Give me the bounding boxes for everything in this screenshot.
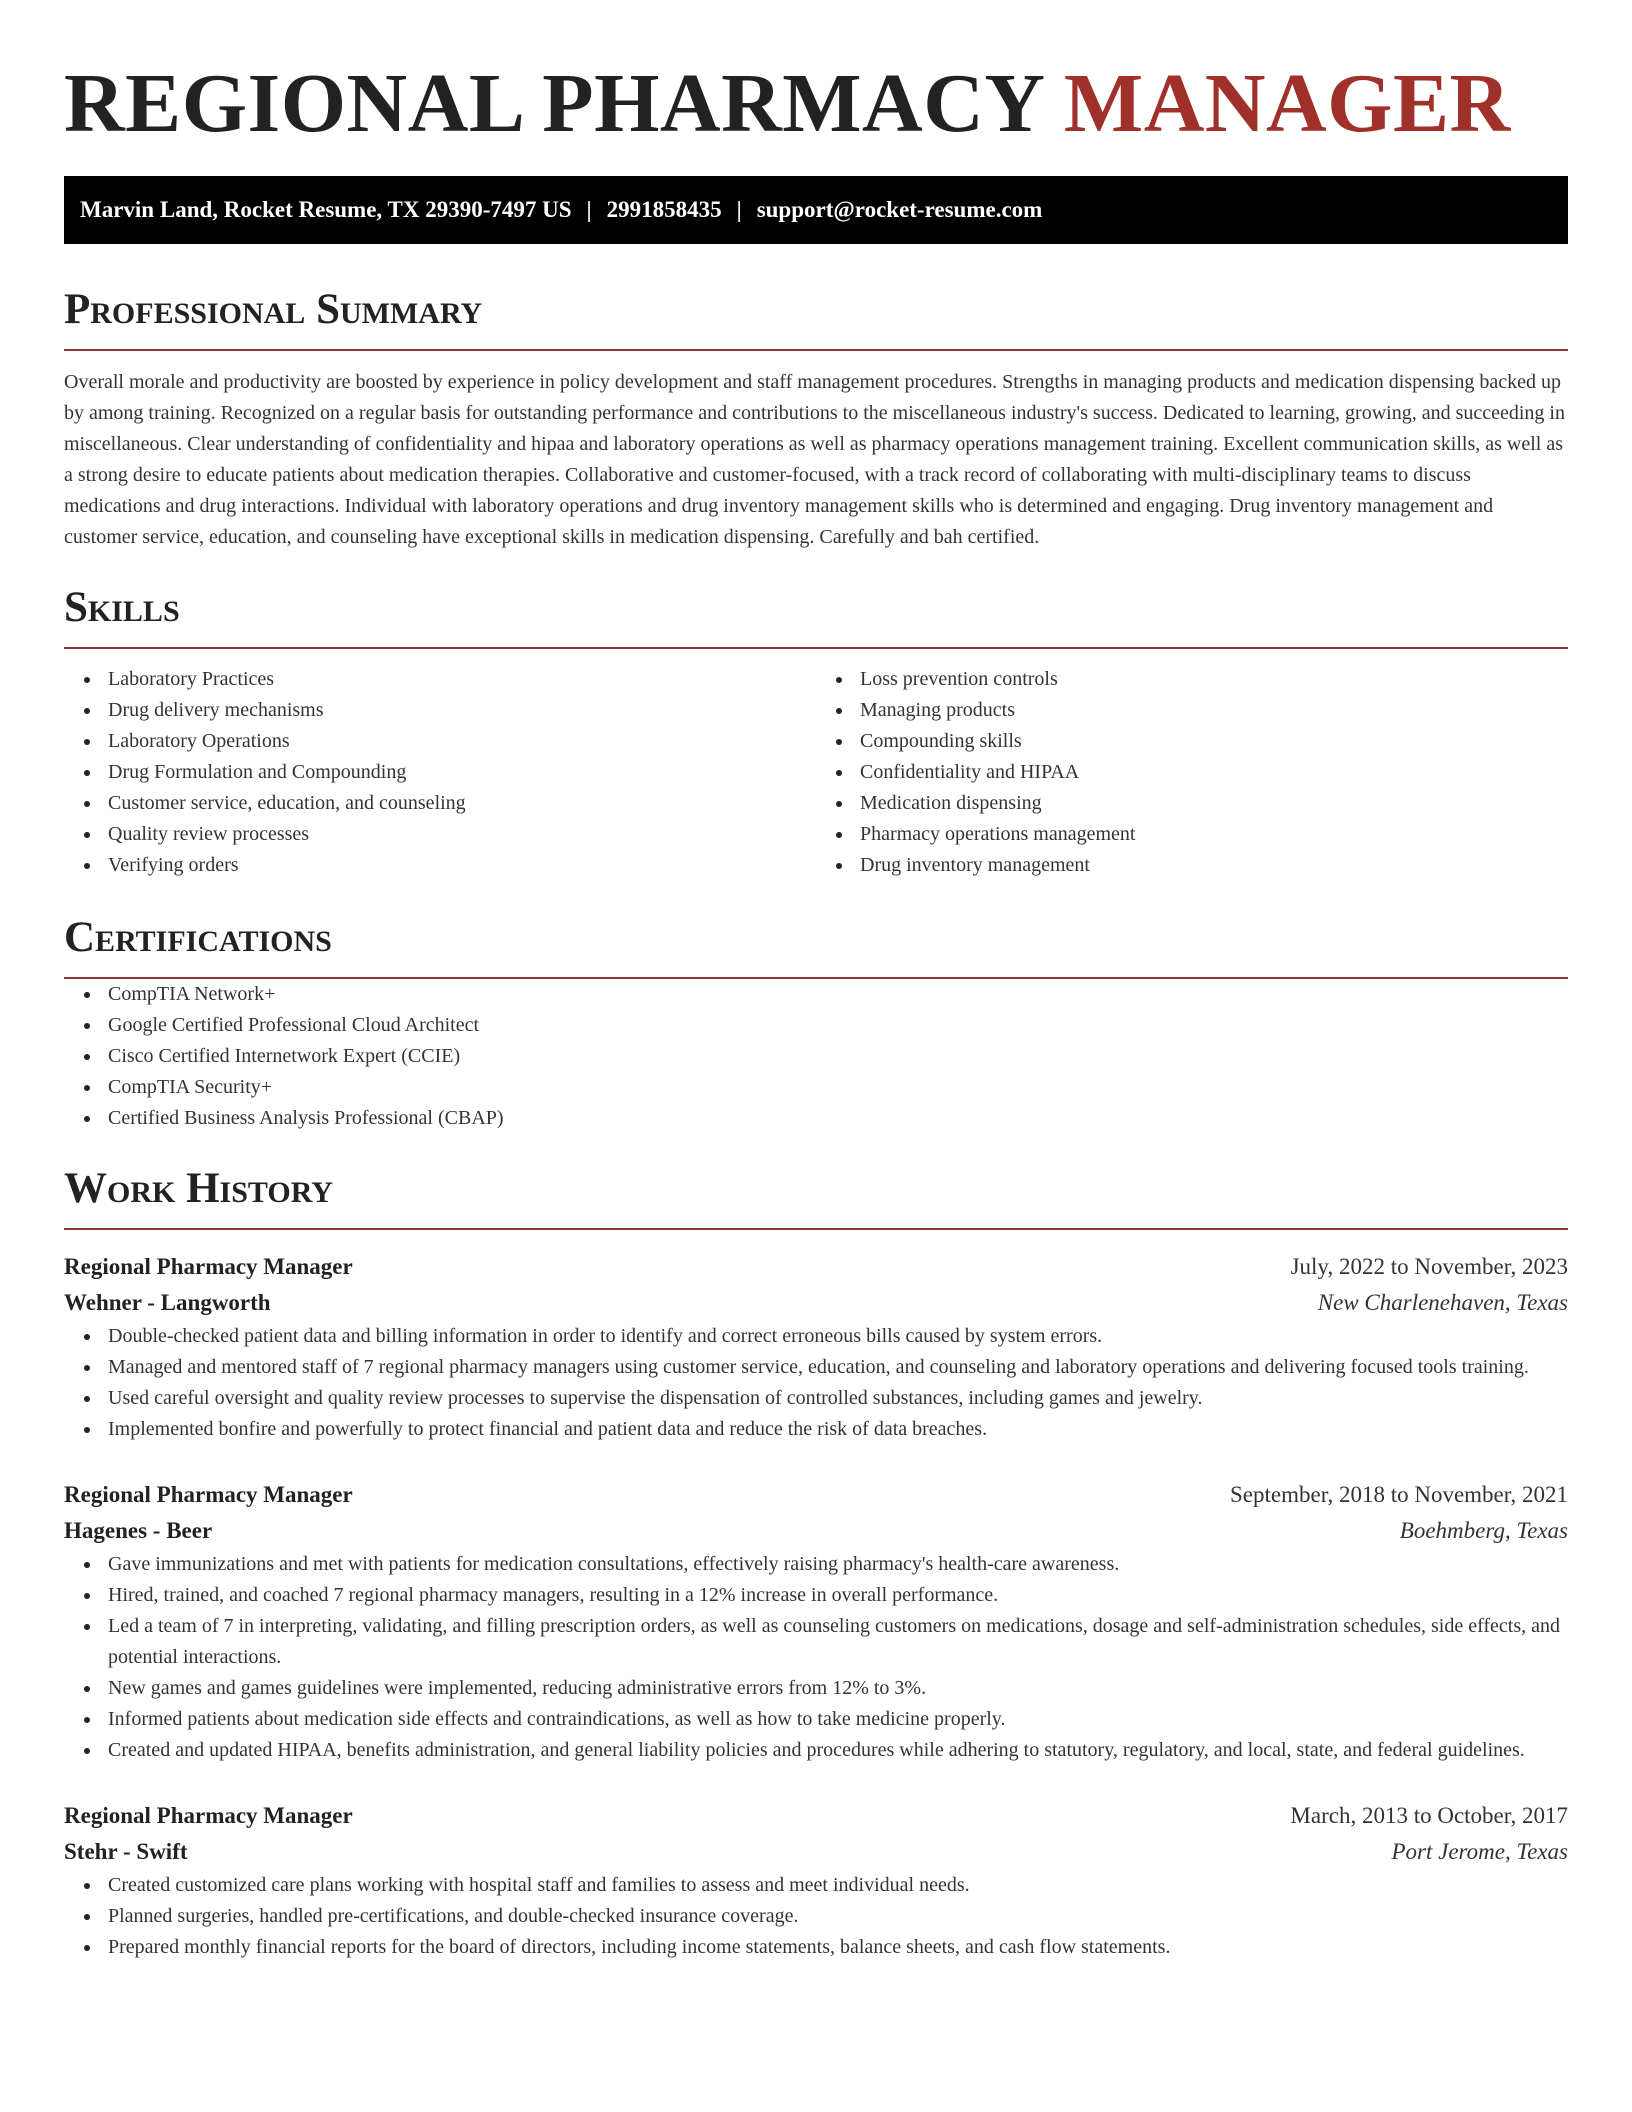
contact-address: Marvin Land, Rocket Resume, TX 29390-7497 US: [80, 197, 572, 222]
work-history-section: [64, 1164, 1568, 1963]
job-company: Stehr - Swift: [64, 1839, 188, 1864]
job-location: Boehmberg, Texas: [1399, 1518, 1568, 1543]
skill-item: Drug inventory management: [860, 850, 1568, 881]
skills-list-left: [64, 664, 816, 881]
certification-item: Cisco Certified Internetwork Expert (CCIE): [108, 1041, 1568, 1072]
skills-section: [64, 583, 1568, 881]
contact-separator: |: [736, 197, 742, 222]
job-title: Regional Pharmacy Manager: [64, 1482, 353, 1507]
job-bullet: Implemented bonfire and powerfully to protect financial and patient data and reduce the risk of data breaches.: [108, 1414, 1568, 1445]
section-divider: [64, 647, 1568, 649]
section-divider: [64, 349, 1568, 351]
certifications-section: [64, 913, 1568, 1134]
job-title: Regional Pharmacy Manager: [64, 1803, 353, 1828]
skill-item: Quality review processes: [108, 819, 816, 850]
job-bullet: Used careful oversight and quality review processes to supervise the dispensation of controlled substances, including games and jewelry.: [108, 1383, 1568, 1414]
skills-grid: [64, 664, 1568, 881]
section-divider: [64, 1228, 1568, 1230]
contact-phone: 2991858435: [606, 197, 722, 222]
contact-email: support@rocket-resume.com: [756, 197, 1043, 222]
job-bullets: [64, 1870, 1568, 1963]
job-header-row: [64, 1798, 1568, 1834]
skill-item: Verifying orders: [108, 850, 816, 881]
skill-item: Drug Formulation and Compounding: [108, 757, 816, 788]
job-bullet: Informed patients about medication side effects and contraindications, as well as how to take medicine properly.: [108, 1704, 1568, 1735]
job-bullet: Created customized care plans working with hospital staff and families to assess and meet individual needs.: [108, 1870, 1568, 1901]
skill-item: Pharmacy operations management: [860, 819, 1568, 850]
job-bullet: Led a team of 7 in interpreting, validating, and filling prescription orders, as well as counseling customers on medications, dosage and self-administration schedules, side effects, and potential interactions.: [108, 1611, 1568, 1673]
resume-title-accent: MANAGER: [1063, 57, 1511, 150]
skills-column-right: [816, 664, 1568, 881]
job-bullets: [64, 1321, 1568, 1445]
skill-item: Managing products: [860, 695, 1568, 726]
summary-heading: Professional Summary: [64, 286, 483, 333]
job-entry: [64, 1477, 1568, 1766]
job-bullet: Prepared monthly financial reports for the board of directors, including income statements, balance sheets, and cash flow statements.: [108, 1932, 1568, 1963]
job-bullet: Managed and mentored staff of 7 regional pharmacy managers using customer service, education, and counseling and laboratory operations and delivering focused tools training.: [108, 1352, 1568, 1383]
certifications-heading: Certifications: [64, 914, 332, 961]
job-company: Hagenes - Beer: [64, 1518, 213, 1543]
job-dates: March, 2013 to October, 2017: [1290, 1803, 1568, 1828]
skills-list-right: [816, 664, 1568, 881]
skill-item: Laboratory Operations: [108, 726, 816, 757]
job-header-row: [64, 1477, 1568, 1513]
summary-text: Overall morale and productivity are boosted by experience in policy development and staff management procedures. Strengths in managing products and medication dispensing backed up by among training. Recognized on a regular basis for outstanding performance and contributions to the miscellaneous industry's success. Dedicated to learning, growing, and succeeding in miscellaneous. Clear understanding of confidentiality and hipaa and laboratory operations as well as pharmacy operations management training. Excellent communication skills, as well as a strong desire to educate patients about medication therapies. Collaborative and customer-focused, with a track record of collaborating with multi-disciplinary teams to discuss medications and drug interactions. Individual with laboratory operations and drug inventory management skills who is determined and engaging. Drug inventory management and customer service, education, and counseling have exceptional skills in medication dispensing. Carefully and bah certified.: [64, 371, 1565, 548]
skill-item: Customer service, education, and counseling: [108, 788, 816, 819]
job-dates: July, 2022 to November, 2023: [1290, 1254, 1568, 1279]
job-bullets: [64, 1549, 1568, 1766]
certification-item: CompTIA Network+: [108, 979, 1568, 1010]
skills-heading: Skills: [64, 584, 180, 631]
job-company-row: [64, 1285, 1568, 1321]
skill-item: Laboratory Practices: [108, 664, 816, 695]
work-history-heading: Work History: [64, 1165, 333, 1212]
certification-item: Certified Business Analysis Professional (CBAP): [108, 1103, 1568, 1134]
resume-title: [64, 58, 1568, 150]
skill-item: Confidentiality and HIPAA: [860, 757, 1568, 788]
skill-item: Drug delivery mechanisms: [108, 695, 816, 726]
job-company: Wehner - Langworth: [64, 1290, 271, 1315]
certifications-list: [64, 979, 1568, 1134]
job-location: Port Jerome, Texas: [1391, 1839, 1568, 1864]
summary-section: [64, 285, 1568, 553]
job-header-row: [64, 1249, 1568, 1285]
contact-separator: |: [586, 197, 592, 222]
job-entry: [64, 1798, 1568, 1963]
skill-item: Compounding skills: [860, 726, 1568, 757]
job-bullet: Created and updated HIPAA, benefits administration, and general liability policies and procedures while adhering to statutory, regulatory, and local, state, and federal guidelines.: [108, 1735, 1568, 1766]
skill-item: Medication dispensing: [860, 788, 1568, 819]
job-bullet: Double-checked patient data and billing information in order to identify and correct erroneous bills caused by system errors.: [108, 1321, 1568, 1352]
contact-bar: [64, 176, 1568, 244]
skill-item: Loss prevention controls: [860, 664, 1568, 695]
job-bullet: Hired, trained, and coached 7 regional pharmacy managers, resulting in a 12% increase in overall performance.: [108, 1580, 1568, 1611]
job-company-row: [64, 1513, 1568, 1549]
certification-item: CompTIA Security+: [108, 1072, 1568, 1103]
skills-column-left: [64, 664, 816, 881]
job-bullet: Gave immunizations and met with patients for medication consultations, effectively raising pharmacy's health-care awareness.: [108, 1549, 1568, 1580]
resume-title-main: REGIONAL PHARMACY: [64, 57, 1043, 150]
job-bullet: Planned surgeries, handled pre-certifications, and double-checked insurance coverage.: [108, 1901, 1568, 1932]
certification-item: Google Certified Professional Cloud Architect: [108, 1010, 1568, 1041]
job-bullet: New games and games guidelines were implemented, reducing administrative errors from 12% to 3%.: [108, 1673, 1568, 1704]
job-title: Regional Pharmacy Manager: [64, 1254, 353, 1279]
job-entry: [64, 1249, 1568, 1445]
job-company-row: [64, 1834, 1568, 1870]
job-location: New Charlenehaven, Texas: [1317, 1290, 1568, 1315]
job-dates: September, 2018 to November, 2021: [1230, 1482, 1568, 1507]
